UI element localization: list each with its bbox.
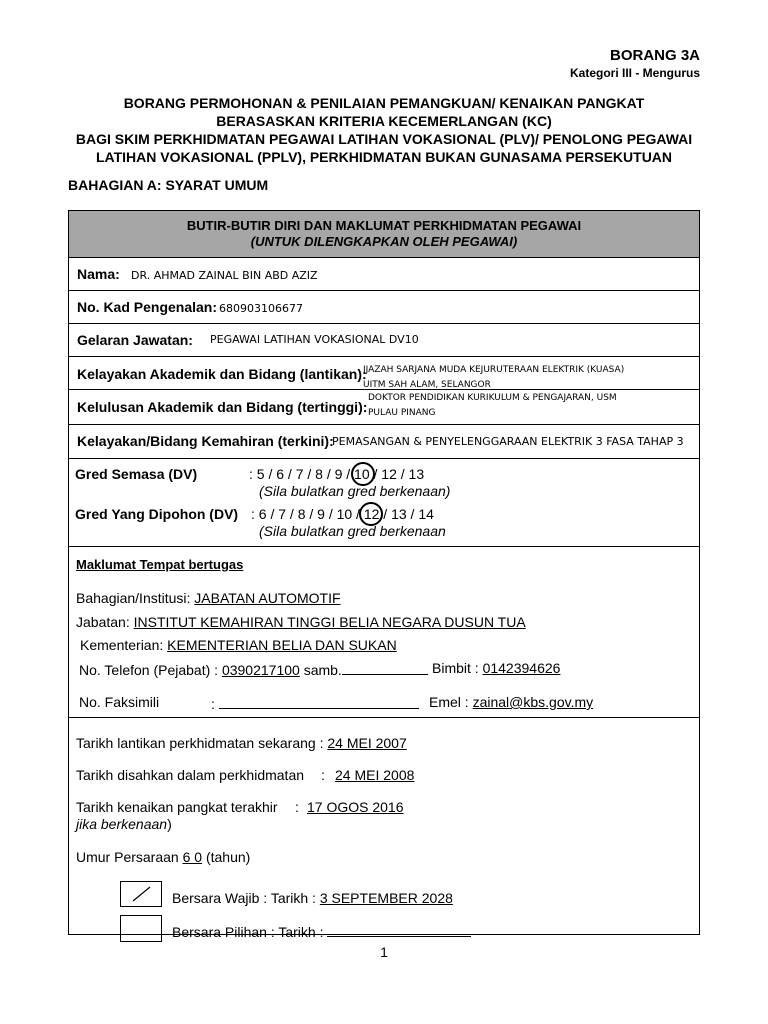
position-value[interactable]: PEGAWAI LATIHAN VOKASIONAL DV10 [210, 333, 419, 346]
academic-highest-label: Kelulusan Akademik dan Bidang (tertinggi): [77, 399, 368, 415]
appointment-line [76, 735, 407, 751]
retirement-age-label: Umur Persaraan [76, 849, 183, 865]
ic-row [69, 291, 699, 324]
mandatory-retirement-date[interactable]: 3 SEPTEMBER 2028 [319, 890, 453, 906]
academic-appointment-label: Kelayakan Akademik dan Bidang (lantikan): [77, 366, 367, 382]
ministry-line [80, 637, 397, 653]
appointment-value[interactable]: 24 MEI 2007 [327, 735, 407, 751]
ministry-label: Kementerian: [80, 637, 168, 653]
form-title [60, 94, 708, 166]
skill-label: Kelayakan/Bidang Kemahiran (terkini): [77, 433, 334, 449]
fax-line [211, 694, 419, 712]
applied-grade-note: (Sila bulatkan gred berkenaan [259, 523, 446, 539]
workplace-section [69, 547, 699, 718]
academic-highest-value[interactable] [368, 391, 617, 421]
mandatory-retirement-checkbox[interactable] [120, 881, 162, 907]
name-label: Nama: [77, 266, 120, 282]
phone-line [79, 660, 428, 678]
academic-highest-value-line-2: PULAU PINANG [368, 408, 436, 418]
extension-field[interactable] [342, 660, 428, 675]
current-grade-note: (Sila bulatkan gred berkenaan) [259, 483, 451, 499]
name-row [69, 258, 699, 291]
email-value[interactable]: zainal@kbs.gov.my [472, 694, 594, 710]
promotion-label: Tarikh kenaikan pangkat terakhir [76, 799, 278, 815]
name-value[interactable]: DR. AHMAD ZAINAL BIN ABD AZIZ [131, 269, 318, 282]
position-label: Gelaran Jawatan: [77, 332, 193, 348]
department-line [76, 614, 526, 630]
optional-retirement-date-field[interactable] [327, 922, 471, 937]
table-header-subtitle: (UNTUK DILENGKAPKAN OLEH PEGAWAI) [250, 234, 518, 249]
check-mark-icon [121, 882, 161, 906]
appointment-label: Tarikh lantikan perkhidmatan sekarang : [76, 735, 328, 751]
optional-retirement-checkbox[interactable] [120, 915, 162, 942]
fax-colon: : [211, 696, 215, 712]
optional-retirement-line [172, 922, 471, 940]
page-number: 1 [380, 944, 388, 960]
title-line-3: BAGI SKIM PERKHIDMATAN PEGAWAI LATIHAN VOKASIONAL (PLV)/ PENOLONG PEGAWAI [75, 131, 693, 147]
ic-label: No. Kad Pengenalan: [77, 299, 218, 315]
retirement-age-line [76, 849, 250, 865]
form-code: BORANG 3A [609, 47, 700, 64]
academic-highest-row [69, 390, 699, 425]
academic-appointment-row [69, 357, 699, 390]
skill-row [69, 425, 699, 459]
extension-label: samb. [299, 662, 342, 678]
table-header [69, 211, 699, 258]
service-section [69, 718, 699, 940]
workplace-heading: Maklumat Tempat bertugas [76, 557, 244, 572]
promotion-note [76, 816, 172, 832]
academic-appointment-value[interactable] [363, 363, 624, 390]
confirmed-label: Tarikh disahkan dalam perkhidmatan [76, 767, 305, 783]
division-label: Bahagian/Institusi: [76, 590, 195, 606]
email-line [429, 694, 593, 710]
phone-label: No. Telefon (Pejabat) : [79, 662, 222, 678]
phone-value[interactable]: 0390217100 [221, 662, 300, 678]
department-value[interactable]: INSTITUT KEMAHIRAN TINGGI BELIA NEGARA DUSUN TUA [133, 614, 526, 630]
current-grade-label: Gred Semasa (DV) [75, 466, 198, 482]
confirmed-value[interactable]: 24 MEI 2008 [335, 767, 415, 783]
academic-appointment-value-line-2: UITM SAH ALAM, SELANGOR [363, 380, 491, 390]
division-value[interactable]: JABATAN AUTOMOTIF [194, 590, 341, 606]
retirement-age-unit: (tahun) [202, 849, 251, 865]
position-row [69, 324, 699, 357]
ic-value[interactable]: 680903106677 [219, 302, 303, 315]
title-line-2: BERASASKAN KRITERIA KECEMERLANGAN (KC) [216, 113, 552, 129]
promotion-note-paren: ) [167, 816, 172, 832]
optional-retirement-label: Bersara Pilihan : Tarikh : [172, 924, 328, 940]
mobile-line [432, 660, 560, 676]
skill-value[interactable]: PEMASANGAN & PENYELENGGARAAN ELEKTRIK 3 FASA TAHAP 3 [332, 435, 684, 448]
form-category: Kategori III - Mengurus [569, 66, 700, 80]
title-line-1: BORANG PERMOHONAN & PENILAIAN PEMANGKUAN/ KENAIKAN PANGKAT [123, 95, 645, 111]
mandatory-retirement-line [172, 890, 453, 906]
table-header-title: BUTIR-BUTIR DIRI DAN MAKLUMAT PERKHIDMATAN PEGAWAI [186, 218, 582, 233]
mandatory-retirement-label: Bersara Wajib : Tarikh : [172, 890, 320, 906]
academic-appointment-value-line-1: IJAZAH SARJANA MUDA KEJURUTERAAN ELEKTRIK (KUASA) [363, 365, 625, 375]
promotion-colon: : [295, 799, 299, 815]
form-box [68, 210, 700, 940]
current-grade-options[interactable]: : 5 / 6 / 7 / 8 / 9 / 10 / 12 / 13 [249, 466, 425, 482]
department-label: Jabatan: [76, 614, 134, 630]
mobile-value[interactable]: 0142394626 [482, 660, 561, 676]
confirmed-colon: : [321, 767, 325, 783]
fax-label: No. Faksimili [79, 694, 160, 710]
title-line-4: LATIHAN VOKASIONAL (PPLV), PERKHIDMATAN BUKAN GUNASAMA PERSEKUTUAN [95, 149, 673, 165]
mobile-label: Bimbit : [432, 660, 483, 676]
promotion-note-text: jika berkenaan [76, 816, 168, 832]
ministry-value[interactable]: KEMENTERIAN BELIA DAN SUKAN [167, 637, 397, 653]
email-label: Emel : [429, 694, 473, 710]
division-line [76, 590, 341, 606]
retirement-age-value[interactable]: 6 0 [182, 849, 203, 865]
section-heading: BAHAGIAN A: SYARAT UMUM [68, 177, 269, 193]
applied-grade-options[interactable]: : 6 / 7 / 8 / 9 / 10 / 12 / 13 / 14 [251, 506, 434, 522]
academic-highest-value-line-1: DOKTOR PENDIDIKAN KURIKULUM & PENGAJARAN, USM [368, 393, 617, 403]
promotion-value[interactable]: 17 OGOS 2016 [307, 799, 404, 815]
applied-grade-label: Gred Yang Dipohon (DV) [75, 506, 239, 522]
fax-field[interactable] [219, 694, 419, 709]
grade-row [69, 459, 699, 547]
